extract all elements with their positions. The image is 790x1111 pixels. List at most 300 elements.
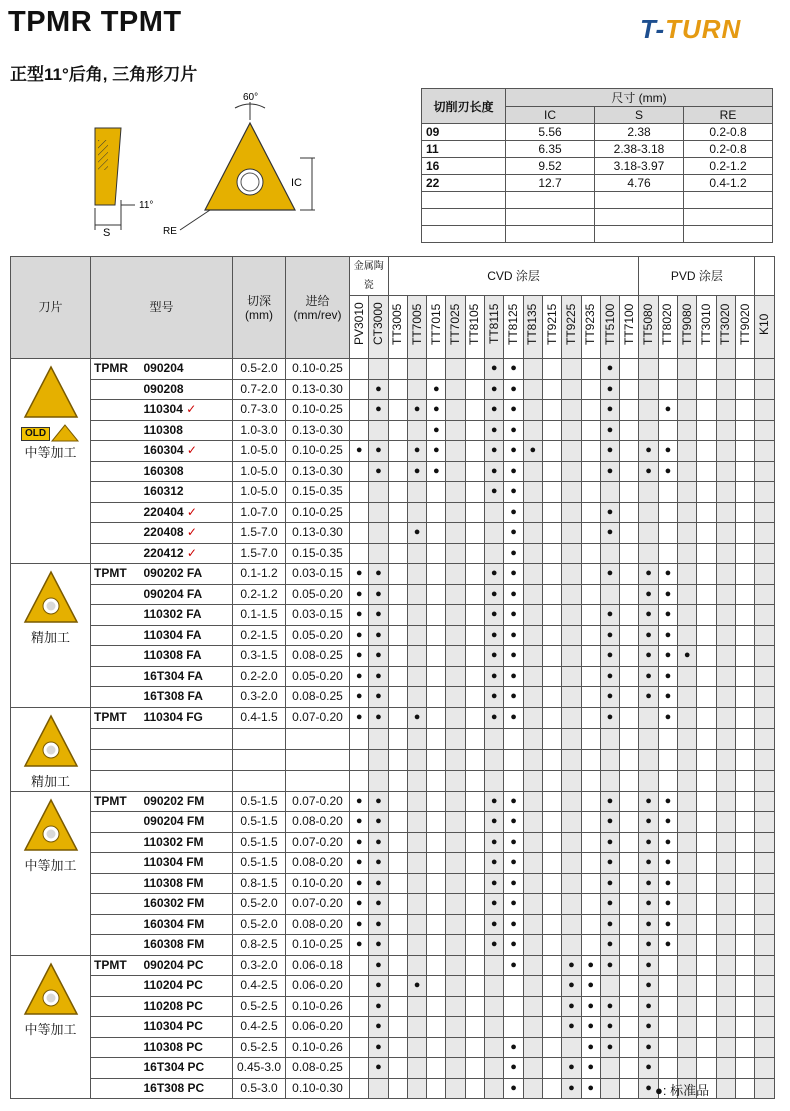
grade-cell xyxy=(620,707,639,728)
grade-cell xyxy=(465,605,484,626)
feed-value: 0.10-0.26 xyxy=(286,996,350,1017)
grade-cell xyxy=(716,605,735,626)
grade-cell xyxy=(658,1037,677,1058)
table-row xyxy=(11,441,775,462)
grade-cell xyxy=(388,359,407,380)
standard-dot-icon: ● xyxy=(510,526,517,539)
grade-cell xyxy=(716,400,735,421)
grade-cell xyxy=(678,1037,697,1058)
grade-cell xyxy=(485,914,504,935)
standard-dot-icon: ● xyxy=(645,979,652,992)
grade-cell xyxy=(620,584,639,605)
grade-cell xyxy=(600,894,619,915)
grade-cell xyxy=(755,482,774,503)
model-code-text: 16T308 PC xyxy=(143,1080,205,1095)
grade-cell xyxy=(755,749,774,770)
grade-cell xyxy=(465,853,484,874)
grade-table xyxy=(10,256,775,1099)
grade-cell xyxy=(697,502,716,523)
grade-cell xyxy=(407,666,426,687)
grade-cell xyxy=(600,666,619,687)
spec-cell: 6.35 xyxy=(506,141,595,158)
grade-cell xyxy=(658,749,677,770)
grade-cell xyxy=(562,359,581,380)
grade-cell xyxy=(407,996,426,1017)
grade-cell xyxy=(735,564,754,585)
grade-cell xyxy=(427,955,446,976)
page-subtitle: 正型11°后角, 三角形刀片 xyxy=(10,65,198,84)
spec-col-size: 尺寸 (mm) xyxy=(506,89,773,107)
grade-cell xyxy=(388,791,407,812)
model-code xyxy=(142,564,233,585)
grade-cell xyxy=(350,749,369,770)
table-row xyxy=(11,523,775,544)
grade-cell xyxy=(600,441,619,462)
grade-cell xyxy=(504,728,523,749)
standard-dot-icon: ● xyxy=(375,382,382,395)
grade-cell xyxy=(427,812,446,833)
depth-value: 0.2-1.5 xyxy=(233,625,286,646)
grade-cell xyxy=(485,1017,504,1038)
grade-cell xyxy=(350,853,369,874)
grade-cell xyxy=(755,894,774,915)
model-code xyxy=(142,523,233,544)
grade-cell xyxy=(697,379,716,400)
grade-cell xyxy=(427,625,446,646)
standard-dot-icon: ● xyxy=(433,382,440,395)
grade-cell xyxy=(504,1078,523,1099)
grade-cell xyxy=(388,400,407,421)
grade-cell xyxy=(465,379,484,400)
grade-cell xyxy=(465,523,484,544)
grade-header xyxy=(465,296,484,359)
grade-cell xyxy=(542,1017,561,1038)
grade-cell xyxy=(716,728,735,749)
grade-cell xyxy=(388,482,407,503)
standard-dot-icon: ● xyxy=(375,897,382,910)
standard-dot-icon: ● xyxy=(510,1040,517,1053)
grade-cell xyxy=(600,791,619,812)
grade-cell xyxy=(485,1037,504,1058)
table-row xyxy=(11,873,775,894)
model-code-text: 110302 FM xyxy=(143,834,204,849)
grade-cell xyxy=(407,605,426,626)
standard-dot-icon: ● xyxy=(606,649,614,662)
standard-dot-icon: ● xyxy=(645,567,652,580)
grade-cell xyxy=(716,461,735,482)
feed-value: 0.15-0.35 xyxy=(286,543,350,564)
standard-dot-icon: ● xyxy=(433,423,440,436)
grade-cell xyxy=(600,359,619,380)
grade-cell xyxy=(639,791,658,812)
grade-cell xyxy=(735,523,754,544)
grade-cell xyxy=(542,894,561,915)
grade-cell xyxy=(388,996,407,1017)
grade-cell xyxy=(446,584,465,605)
grade-cell xyxy=(369,707,388,728)
grade-cell xyxy=(562,812,581,833)
feed-value: 0.13-0.30 xyxy=(286,523,350,544)
table-row xyxy=(11,791,775,812)
grade-cell xyxy=(678,482,697,503)
standard-dot-icon: ● xyxy=(510,608,517,621)
grade-cell xyxy=(388,461,407,482)
grade-cell xyxy=(407,1078,426,1099)
grade-cell xyxy=(350,564,369,585)
grade-cell xyxy=(504,646,523,667)
grade-cell xyxy=(562,976,581,997)
grade-cell xyxy=(388,728,407,749)
model-code xyxy=(142,666,233,687)
grade-cell xyxy=(485,770,504,791)
grade-cell xyxy=(388,543,407,564)
standard-dot-icon: ● xyxy=(606,1020,614,1033)
standard-dot-icon: ● xyxy=(587,999,595,1012)
standard-dot-icon: ● xyxy=(645,628,652,641)
feed-value xyxy=(286,749,350,770)
grade-cell xyxy=(620,935,639,956)
grade-cell xyxy=(600,543,619,564)
grade-cell xyxy=(735,853,754,874)
standard-dot-icon: ● xyxy=(568,1020,575,1033)
grade-cell xyxy=(716,791,735,812)
grade-cell xyxy=(620,770,639,791)
grade-cell xyxy=(581,1017,600,1038)
model-code xyxy=(142,605,233,626)
standard-dot-icon: ● xyxy=(375,938,382,951)
standard-dot-icon: ● xyxy=(664,815,672,828)
grade-cell xyxy=(427,359,446,380)
grade-cell xyxy=(697,482,716,503)
grade-cell xyxy=(755,605,774,626)
grade-cell xyxy=(697,359,716,380)
grade-cell xyxy=(639,666,658,687)
insert-dimension-diagram xyxy=(85,90,325,240)
grade-cell xyxy=(485,1058,504,1079)
grade-cell xyxy=(678,812,697,833)
grade-cell xyxy=(678,646,697,667)
standard-dot-icon: ● xyxy=(355,897,363,910)
grade-cell xyxy=(620,400,639,421)
grade-cell xyxy=(581,996,600,1017)
grade-cell xyxy=(407,955,426,976)
grade-cell xyxy=(735,812,754,833)
standard-dot-icon: ● xyxy=(529,444,537,457)
grade-cell xyxy=(523,482,542,503)
standard-dot-icon: ● xyxy=(645,938,652,951)
grade-cell xyxy=(755,625,774,646)
check-icon: ✓ xyxy=(182,402,197,417)
spec-cell: 11 xyxy=(422,141,506,158)
standard-dot-icon: ● xyxy=(606,505,614,518)
grade-cell xyxy=(350,1058,369,1079)
grade-cell xyxy=(504,359,523,380)
grade-cell xyxy=(523,914,542,935)
grade-cell xyxy=(465,976,484,997)
grade-cell xyxy=(465,996,484,1017)
grade-cell xyxy=(388,502,407,523)
grade-cell xyxy=(427,605,446,626)
spec-cell: 09 xyxy=(422,124,506,141)
grade-cell xyxy=(407,1058,426,1079)
grade-cell xyxy=(523,996,542,1017)
dim-re-label: RE xyxy=(163,226,177,237)
grade-cell xyxy=(678,996,697,1017)
grade-cell xyxy=(581,502,600,523)
grade-label: TT5100 xyxy=(602,303,617,345)
standard-dot-icon: ● xyxy=(490,876,498,889)
grade-cell xyxy=(350,666,369,687)
insert-caption: 中等加工 xyxy=(24,1021,77,1037)
grade-cell xyxy=(735,996,754,1017)
grade-header xyxy=(562,296,581,359)
grade-header xyxy=(755,296,774,359)
grade-cell xyxy=(678,728,697,749)
grade-cell xyxy=(639,996,658,1017)
standard-dot-icon: ● xyxy=(645,1040,652,1053)
standard-dot-icon: ● xyxy=(510,938,517,951)
table-row xyxy=(11,812,775,833)
grade-cell xyxy=(639,770,658,791)
grade-label: TT8020 xyxy=(660,303,675,345)
grade-cell xyxy=(407,873,426,894)
grade-cell xyxy=(523,1037,542,1058)
grade-cell xyxy=(716,935,735,956)
grade-cell xyxy=(427,461,446,482)
grade-cell xyxy=(407,935,426,956)
grade-cell xyxy=(350,873,369,894)
grade-cell xyxy=(446,646,465,667)
col-insert: 刀片 xyxy=(11,257,91,359)
logo-word: TURN xyxy=(665,14,742,44)
standard-dot-icon: ● xyxy=(664,711,672,723)
standard-dot-icon: ● xyxy=(355,711,363,723)
grade-cell xyxy=(427,873,446,894)
grade-cell xyxy=(600,584,619,605)
grade-cell xyxy=(369,379,388,400)
grade-cell xyxy=(369,955,388,976)
grade-cell xyxy=(542,359,561,380)
grade-cell xyxy=(620,976,639,997)
grade-cell xyxy=(697,873,716,894)
grade-cell xyxy=(678,707,697,728)
depth-value xyxy=(233,728,286,749)
page-title: TPMR TPMT xyxy=(8,6,182,38)
standard-dot-icon: ● xyxy=(645,958,652,971)
standard-dot-icon: ● xyxy=(568,1061,575,1074)
grade-cell xyxy=(369,441,388,462)
series-label: TPMT xyxy=(91,791,142,812)
grade-cell xyxy=(542,1037,561,1058)
grade-label: TT9215 xyxy=(544,303,559,345)
grade-cell xyxy=(600,605,619,626)
grade-cell xyxy=(735,1058,754,1079)
grade-cell xyxy=(562,728,581,749)
grade-cell xyxy=(658,400,677,421)
grade-cell xyxy=(388,605,407,626)
grade-cell xyxy=(388,707,407,728)
grade-cell xyxy=(755,955,774,976)
standard-dot-icon: ● xyxy=(355,856,363,869)
grade-cell xyxy=(755,1078,774,1099)
standard-dot-icon: ● xyxy=(510,485,517,498)
grade-cell xyxy=(523,646,542,667)
grade-cell xyxy=(523,441,542,462)
grade-header xyxy=(639,296,658,359)
feed-value: 0.15-0.35 xyxy=(286,482,350,503)
grade-cell xyxy=(485,605,504,626)
grade-cell xyxy=(716,482,735,503)
grade-cell xyxy=(446,564,465,585)
grade-cell xyxy=(678,584,697,605)
depth-value: 0.5-2.0 xyxy=(233,894,286,915)
grade-cell xyxy=(562,955,581,976)
grade-cell xyxy=(504,707,523,728)
feed-value: 0.06-0.20 xyxy=(286,976,350,997)
model-code xyxy=(142,1037,233,1058)
grade-cell xyxy=(562,1078,581,1099)
grade-cell xyxy=(369,728,388,749)
standard-dot-icon: ● xyxy=(375,794,382,807)
grade-cell xyxy=(658,687,677,708)
grade-cell xyxy=(485,543,504,564)
standard-dot-icon: ● xyxy=(510,856,517,869)
grade-cell xyxy=(716,976,735,997)
standard-dot-icon: ● xyxy=(606,403,614,416)
grade-cell xyxy=(523,543,542,564)
standard-dot-icon: ● xyxy=(375,464,382,477)
grade-cell xyxy=(658,564,677,585)
grade-cell xyxy=(639,441,658,462)
grade-cell xyxy=(755,379,774,400)
grade-cell xyxy=(697,812,716,833)
grade-cell xyxy=(504,873,523,894)
model-code xyxy=(142,873,233,894)
grade-cell xyxy=(600,482,619,503)
grade-cell xyxy=(581,728,600,749)
grade-cell xyxy=(658,955,677,976)
grade-cell xyxy=(350,359,369,380)
grade-cell xyxy=(678,832,697,853)
model-code xyxy=(142,687,233,708)
grade-cell xyxy=(735,584,754,605)
grade-cell xyxy=(542,728,561,749)
grade-cell xyxy=(504,1017,523,1038)
grade-cell xyxy=(639,543,658,564)
grade-cell xyxy=(678,1017,697,1038)
grade-cell xyxy=(465,687,484,708)
grade-cell xyxy=(697,564,716,585)
standard-dot-icon: ● xyxy=(664,938,672,951)
grade-cell xyxy=(369,543,388,564)
spec-row xyxy=(422,124,773,141)
grade-cell xyxy=(504,502,523,523)
grade-cell xyxy=(523,749,542,770)
grade-cell xyxy=(523,687,542,708)
grade-cell xyxy=(427,1037,446,1058)
table-row xyxy=(11,564,775,585)
grade-cell xyxy=(504,564,523,585)
standard-dot-icon: ● xyxy=(375,567,382,580)
grade-cell xyxy=(658,728,677,749)
grade-cell xyxy=(620,420,639,441)
standard-dot-icon: ● xyxy=(510,567,517,580)
model-code xyxy=(142,400,233,421)
grade-header xyxy=(716,296,735,359)
depth-value: 0.2-1.2 xyxy=(233,584,286,605)
grade-cell xyxy=(678,502,697,523)
grade-cell xyxy=(562,996,581,1017)
table-row xyxy=(11,400,775,421)
grade-cell xyxy=(716,914,735,935)
standard-dot-icon: ● xyxy=(375,815,382,828)
grade-cell xyxy=(350,770,369,791)
grade-cell xyxy=(504,812,523,833)
grade-cell xyxy=(485,502,504,523)
grade-cell xyxy=(620,379,639,400)
col-group-cvd: CVD 涂层 xyxy=(388,257,639,296)
standard-dot-icon: ● xyxy=(510,917,517,930)
grade-label: TT8135 xyxy=(525,303,540,345)
grade-cell xyxy=(523,605,542,626)
standard-dot-icon: ● xyxy=(355,815,363,828)
grade-cell xyxy=(716,832,735,853)
grade-cell xyxy=(581,359,600,380)
model-code xyxy=(142,832,233,853)
depth-value: 0.5-1.5 xyxy=(233,791,286,812)
grade-cell xyxy=(388,914,407,935)
grade-cell xyxy=(542,687,561,708)
grade-cell xyxy=(504,420,523,441)
grade-cell xyxy=(658,1017,677,1038)
feed-value: 0.08-0.20 xyxy=(286,853,350,874)
grade-cell xyxy=(504,605,523,626)
standard-dot-icon: ● xyxy=(606,876,614,889)
grade-cell xyxy=(755,502,774,523)
grade-cell xyxy=(678,420,697,441)
grade-cell xyxy=(369,914,388,935)
feed-value: 0.07-0.20 xyxy=(286,707,350,728)
grade-cell xyxy=(735,1037,754,1058)
grade-cell xyxy=(350,914,369,935)
grade-cell xyxy=(523,666,542,687)
logo-prefix: T- xyxy=(640,14,666,44)
standard-dot-icon: ● xyxy=(510,815,517,828)
standard-dot-icon: ● xyxy=(375,958,382,971)
grade-cell xyxy=(350,976,369,997)
grade-cell xyxy=(735,1078,754,1099)
grade-cell xyxy=(542,770,561,791)
grade-cell xyxy=(562,400,581,421)
grade-cell xyxy=(523,359,542,380)
spec-row xyxy=(422,141,773,158)
grade-cell xyxy=(446,420,465,441)
standard-dot-icon: ● xyxy=(664,897,672,910)
grade-cell xyxy=(407,728,426,749)
grade-cell xyxy=(755,523,774,544)
grade-cell xyxy=(620,812,639,833)
grade-cell xyxy=(735,502,754,523)
insert-image xyxy=(21,568,81,628)
standard-dot-icon: ● xyxy=(645,1020,652,1033)
insert-cell xyxy=(11,955,91,1099)
grade-cell xyxy=(562,605,581,626)
standard-dot-icon: ● xyxy=(510,958,517,971)
grade-cell xyxy=(542,1058,561,1079)
grade-cell xyxy=(350,584,369,605)
dim-tip-angle: 60° xyxy=(243,92,259,103)
grade-cell xyxy=(600,1058,619,1079)
